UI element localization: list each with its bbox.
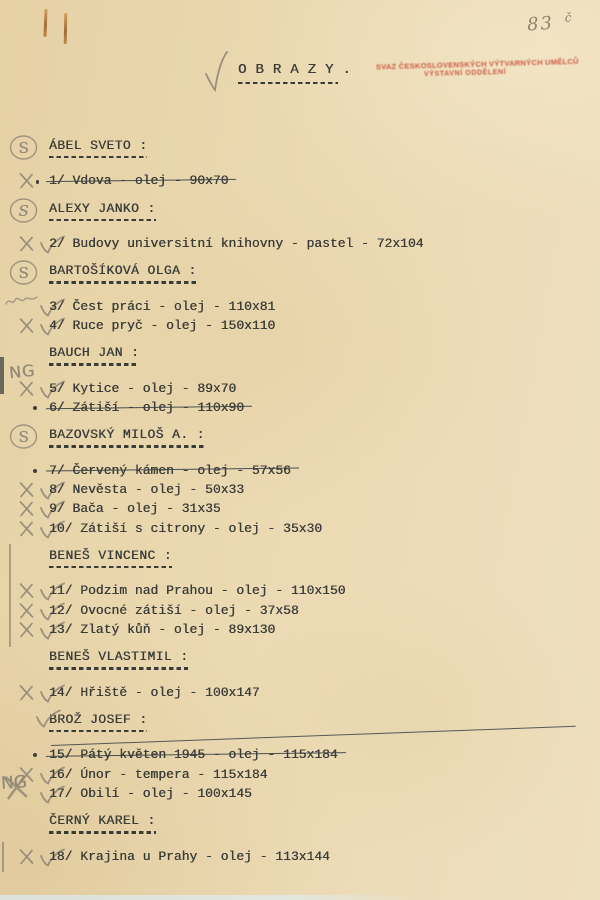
painting-item	[49, 601, 586, 620]
artist-header	[49, 344, 139, 365]
ink-dot-mark	[36, 180, 39, 183]
strikethrough-line	[46, 752, 346, 757]
x-mark-icon	[18, 621, 35, 644]
painting-entry-text: 18/ Krajina u Prahy - olej - 113x144	[49, 848, 330, 864]
ng-crossed-annotation: NG	[0, 773, 27, 794]
artist-underline	[49, 363, 139, 365]
circled-s-mark-icon	[8, 259, 39, 290]
painting-item	[49, 519, 586, 538]
artist-header	[18, 262, 197, 283]
rust-mark	[64, 13, 68, 44]
bullet-mark	[33, 469, 37, 473]
svg-text:S: S	[18, 428, 29, 447]
x-mark-icon	[18, 684, 35, 707]
painting-item	[49, 316, 586, 335]
painting-item	[49, 765, 586, 784]
ng-annotation: NG	[8, 360, 37, 383]
strikethrough-line	[46, 405, 252, 409]
title-check-mark-icon	[203, 50, 229, 99]
handwritten-page-number	[526, 10, 572, 35]
strikethrough-line	[46, 179, 236, 182]
artist-section	[49, 547, 586, 639]
scan-bottom-edge	[0, 895, 420, 900]
artist-header	[49, 648, 188, 669]
artist-section	[18, 200, 586, 254]
check-mark-icon	[35, 709, 62, 732]
artist-name: BAUCH JAN :	[49, 345, 140, 361]
painting-item	[49, 398, 586, 417]
artist-section	[18, 426, 586, 538]
svg-text:S: S	[18, 201, 29, 220]
painting-entry-text: 11/ Podzim nad Prahou - olej - 110x150	[49, 583, 346, 599]
x-mark-icon	[18, 380, 35, 403]
page-number-text: 83	[526, 12, 555, 36]
artist-section	[49, 648, 586, 702]
painting-item	[49, 480, 586, 499]
scan-edge-mark	[0, 357, 4, 394]
artist-section	[8, 344, 586, 417]
artist-underline	[49, 831, 156, 833]
painting-item	[49, 234, 586, 253]
painting-entry-text: 14/ Hřiště - olej - 100x147	[49, 684, 260, 700]
painting-entry-text: 17/ Obilí - olej - 100x145	[49, 785, 252, 801]
painting-entry-text: 2/ Budovy universitní knihovny - pastel - 72x104	[49, 236, 424, 252]
title-underline	[238, 82, 338, 84]
circled-s-mark-icon	[8, 197, 39, 228]
painting-entry-text: 15/ Pátý květen 1945 - olej - 115x184	[49, 745, 338, 764]
artist-header	[18, 200, 156, 221]
painting-entry-text: 1/ Vdova - olej - 90x70	[49, 171, 228, 190]
artist-header	[49, 547, 172, 568]
artist-underline	[49, 566, 172, 568]
artist-name: ÁBEL SVETO :	[49, 138, 148, 153]
painting-item	[49, 683, 586, 702]
artist-header	[49, 812, 156, 833]
pencil-margin-line	[2, 842, 4, 872]
x-mark-icon	[18, 172, 35, 195]
artist-header	[49, 711, 147, 732]
painting-entry-text: 5/ Kytice - olej - 89x70	[49, 380, 237, 396]
painting-item	[49, 620, 586, 639]
painting-item	[49, 461, 586, 480]
painting-entry-text: 6/ Zátiší - olej - 110x90	[49, 398, 244, 417]
artist-name: BENEŠ VLASTIMIL :	[49, 649, 189, 665]
bullet-mark	[33, 753, 37, 757]
artist-name: BENEŠ VINCENC :	[49, 547, 173, 563]
painting-item	[49, 171, 586, 190]
artist-underline	[49, 281, 197, 283]
painting-entry-text: 13/ Zlatý kůň - olej - 89x130	[49, 621, 276, 637]
painting-item	[49, 499, 586, 518]
pencil-scribble	[5, 293, 39, 315]
pencil-margin-line	[9, 544, 11, 647]
circled-s-mark-icon	[8, 423, 39, 454]
bullet-mark	[33, 406, 37, 410]
red-ink-stamp	[375, 56, 579, 80]
painting-entry-text: 10/ Zátiší s citrony - olej - 35x30	[49, 520, 323, 536]
artist-name: BROŽ JOSEF :	[49, 711, 148, 727]
page-number-suffix: č	[564, 10, 572, 25]
painting-entry-text: 8/ Nevěsta - olej - 50x33	[49, 482, 245, 498]
page-title: OBRAZY.	[238, 62, 360, 78]
circled-s-mark-icon	[8, 134, 39, 165]
painting-item	[49, 745, 586, 764]
artist-name: BAZOVSKÝ MILOŠ A. :	[49, 427, 205, 443]
artist-underline	[49, 445, 205, 447]
painting-entry-text: 7/ Červený kámen - olej - 57x56	[49, 461, 291, 480]
artist-section	[0, 711, 586, 803]
painting-entry-text: 16/ Únor - tempera - 115x184	[49, 766, 268, 782]
painting-item	[49, 297, 586, 316]
painting-entry-text: 12/ Ovocné zátiší - olej - 37x58	[49, 602, 299, 618]
x-mark-icon	[18, 520, 35, 543]
x-mark-icon	[18, 235, 35, 258]
artist-section	[18, 137, 586, 191]
artist-underline	[49, 667, 188, 669]
artist-underline	[49, 730, 147, 732]
painting-entry-text: 3/ Čest práci - olej - 110x81	[49, 298, 276, 314]
x-mark-icon	[18, 848, 35, 871]
artist-section	[49, 812, 586, 866]
strikethrough-line	[46, 468, 299, 472]
artist-name: ALEXY JANKO :	[49, 200, 156, 216]
painting-item	[49, 847, 586, 866]
artist-section	[18, 262, 586, 335]
artist-header	[18, 426, 205, 447]
artist-name: ČERNÝ KAREL :	[49, 813, 156, 829]
painting-item	[49, 581, 586, 600]
stamp-line-1: SVAZ ČESKOSLOVENSKÝCH VÝTVARNÝCH UMĚLCŮ	[375, 56, 579, 72]
stamp-line-2: VÝSTAVNÍ ODDĚLENÍ	[423, 68, 507, 79]
svg-text:S: S	[18, 264, 29, 283]
painting-item	[8, 360, 586, 398]
artist-underline	[49, 219, 156, 221]
artist-name: BARTOŠÍKOVÁ OLGA :	[49, 263, 197, 279]
artist-header	[18, 137, 148, 158]
x-mark-icon	[18, 317, 35, 340]
rust-mark	[44, 9, 48, 37]
artist-underline	[49, 156, 147, 158]
painting-list	[0, 128, 586, 866]
svg-text:S: S	[18, 139, 29, 157]
painting-entry-text: 9/ Bača - olej - 31x35	[49, 501, 221, 517]
document-title-block	[238, 61, 360, 84]
painting-entry-text: 4/ Ruce pryč - olej - 150x110	[49, 318, 276, 334]
